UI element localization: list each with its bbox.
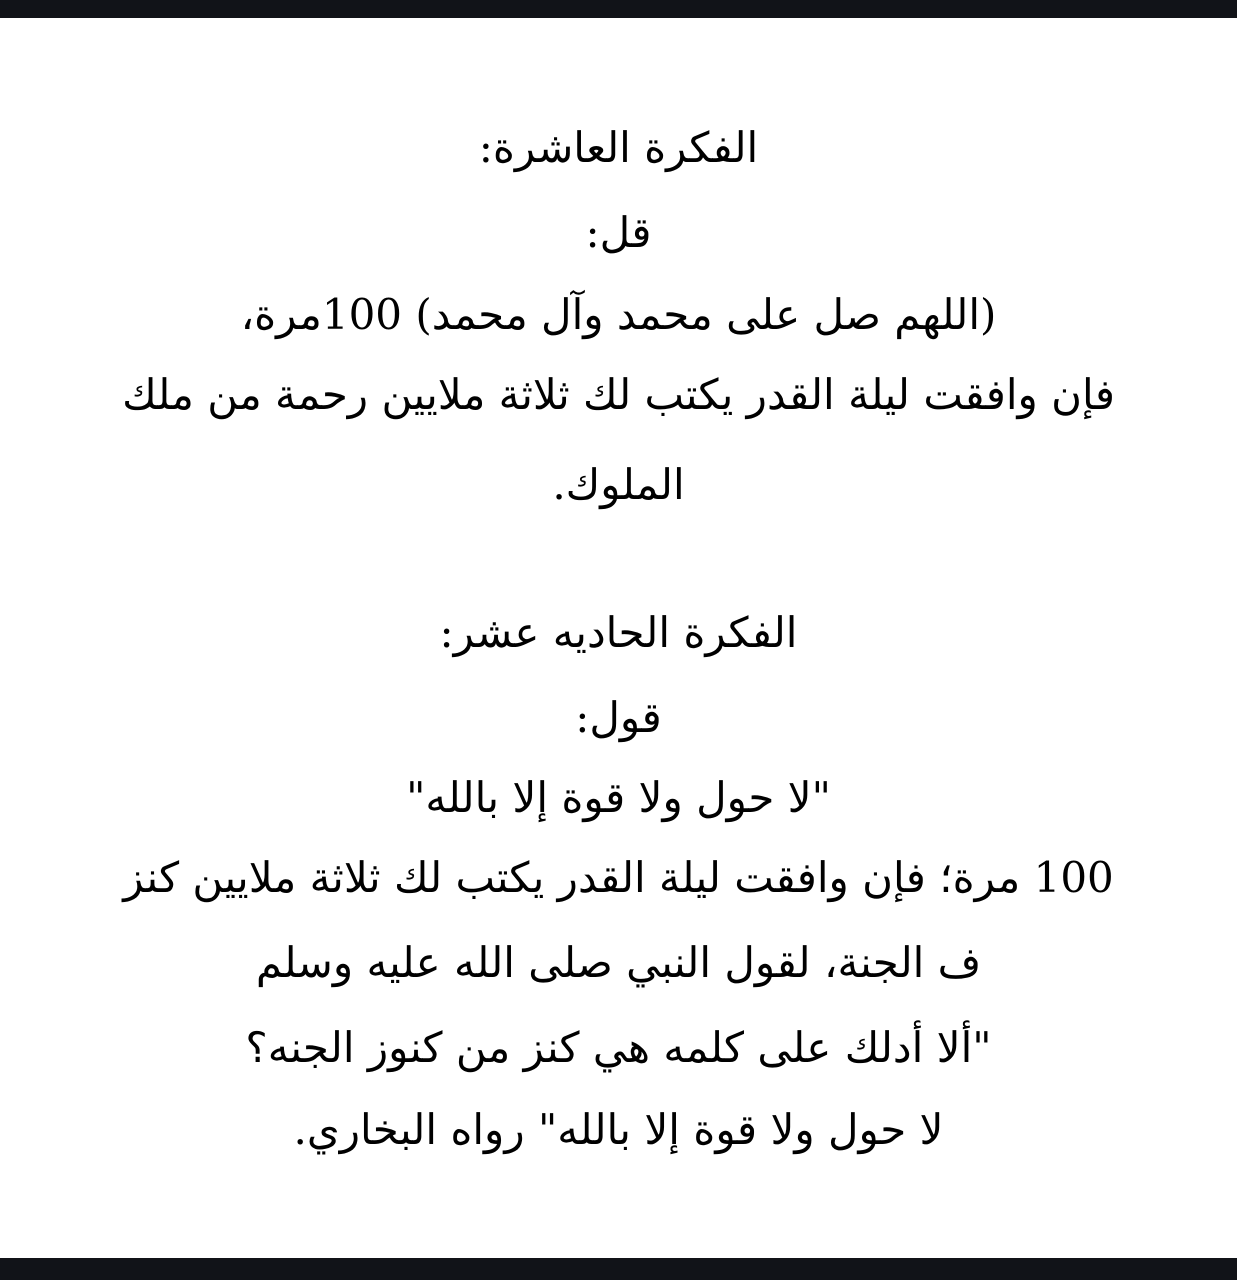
section-11-hadith-line-1: "ألا أدلك على كلمه هي كنز من كنوز الجنه؟ xyxy=(245,1023,992,1072)
section-10-reward-line-1: فإن وافقت ليلة القدر يكتب لك ثلاثة ملايين رحمة من ملك xyxy=(122,370,1115,419)
section-10-say: قل: xyxy=(585,208,652,257)
section-11-reward-line-2: ف الجنة، لقول النبي صلى الله عليه وسلم xyxy=(255,938,982,987)
bottom-frame-bar xyxy=(0,1258,1237,1280)
section-10-reward-line-2: الملوك. xyxy=(552,460,685,509)
section-11-hadith-line-2: لا حول ولا قوة إلا بالله" رواه البخاري. xyxy=(293,1105,944,1154)
section-11-say: قول: xyxy=(575,693,662,742)
section-10-dhikr: (اللهم صل على محمد وآل محمد) 100مرة، xyxy=(240,290,997,339)
section-11-reward-line-1: 100 مرة؛ فإن وافقت ليلة القدر يكتب لك ثلاثة ملايين كنز xyxy=(123,853,1114,902)
section-10-heading: الفكرة العاشرة: xyxy=(478,123,759,172)
section-11-heading: الفكرة الحاديه عشر: xyxy=(439,608,798,657)
section-11-dhikr: "لا حول ولا قوة إلا بالله" xyxy=(406,773,831,822)
